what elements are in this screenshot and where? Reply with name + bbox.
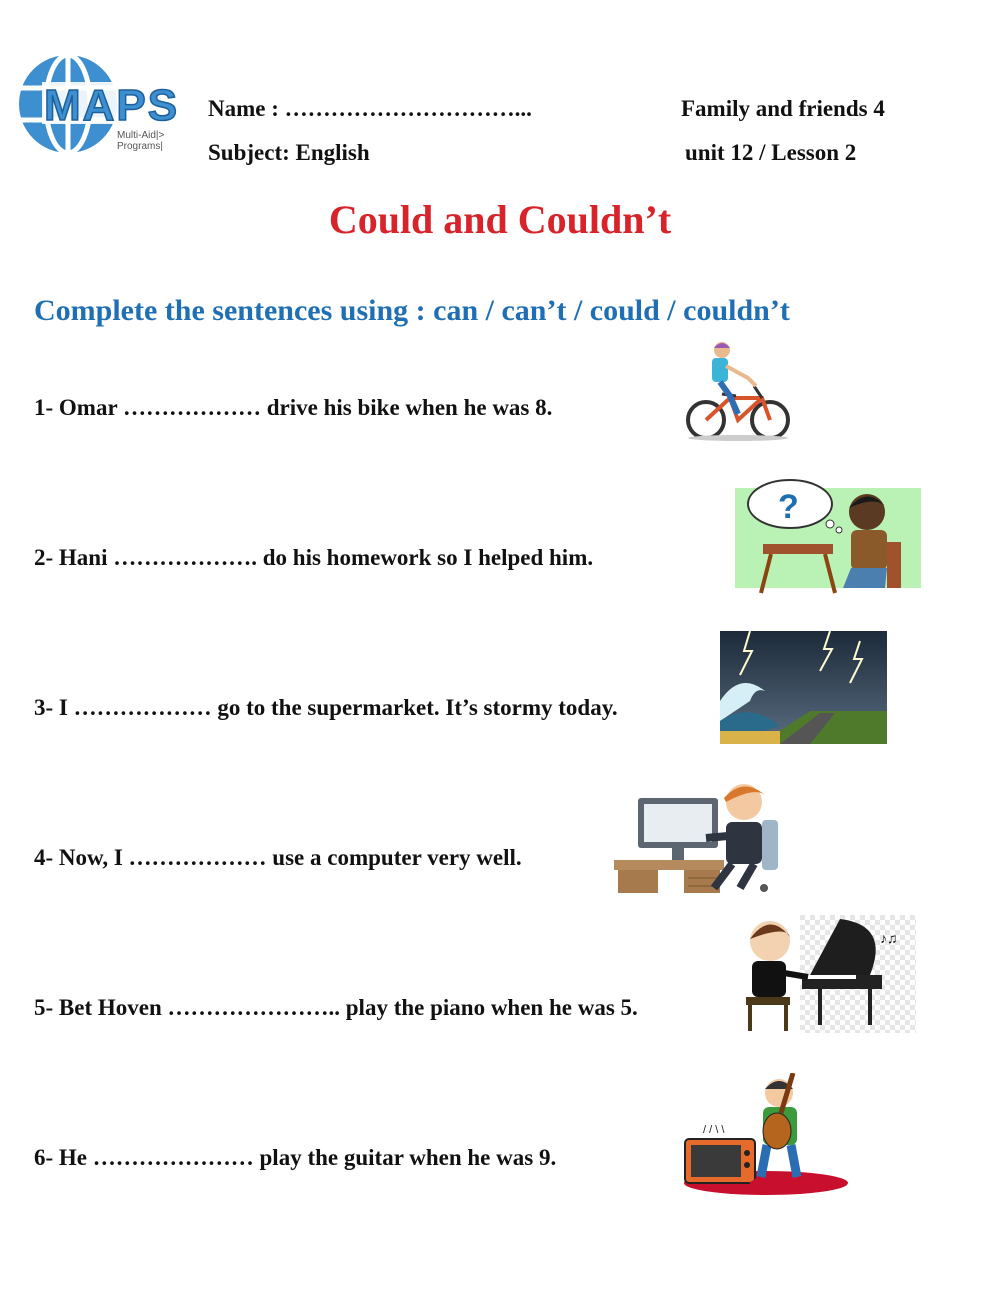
sentence-2: 2- Hani ………………. do his homework so I helped him.	[34, 545, 594, 570]
sentence-6: 6- He ………………… play the guitar when he was 9.	[34, 1145, 557, 1170]
svg-text:Programs|: Programs|	[117, 141, 163, 152]
sentence-4: 4- Now, I ……………… use a computer very well.	[34, 845, 522, 870]
sentence-5: 5- Bet Hoven ………………….. play the piano when he was 5.	[34, 995, 638, 1020]
subject-label: Subject: English	[208, 140, 370, 165]
svg-text:♪♫: ♪♫	[880, 932, 898, 947]
worksheet-title: Could and Couldn’t	[328, 197, 672, 242]
book-title: Family and friends 4	[681, 96, 885, 121]
svg-text:?: ?	[778, 488, 799, 526]
name-field-label: Name : …………………………...	[208, 96, 532, 121]
logo-wordmark: MAPS	[44, 81, 180, 130]
sentence-1: 1- Omar ……………… drive his bike when he was 8.	[34, 395, 553, 420]
sentence-3: 3- I ……………… go to the supermarket. It’s stormy today.	[34, 695, 618, 720]
boy-playing-piano-image	[740, 915, 916, 1033]
unit-lesson-label: unit 12 / Lesson 2	[685, 140, 857, 165]
boy-playing-guitar-image	[681, 1073, 851, 1195]
storm-image	[720, 631, 887, 744]
instruction-text: Complete the sentences using : can / can’t / could / couldn’t	[34, 294, 790, 327]
maps-logo	[14, 52, 184, 156]
svg-text:/ / \ \: / / \ \	[703, 1124, 725, 1136]
boy-on-bike-image	[682, 338, 797, 442]
man-at-computer-image	[614, 780, 784, 893]
confused-student-image	[735, 478, 921, 595]
svg-text:Multi-Aid|>: Multi-Aid|>	[117, 130, 165, 141]
